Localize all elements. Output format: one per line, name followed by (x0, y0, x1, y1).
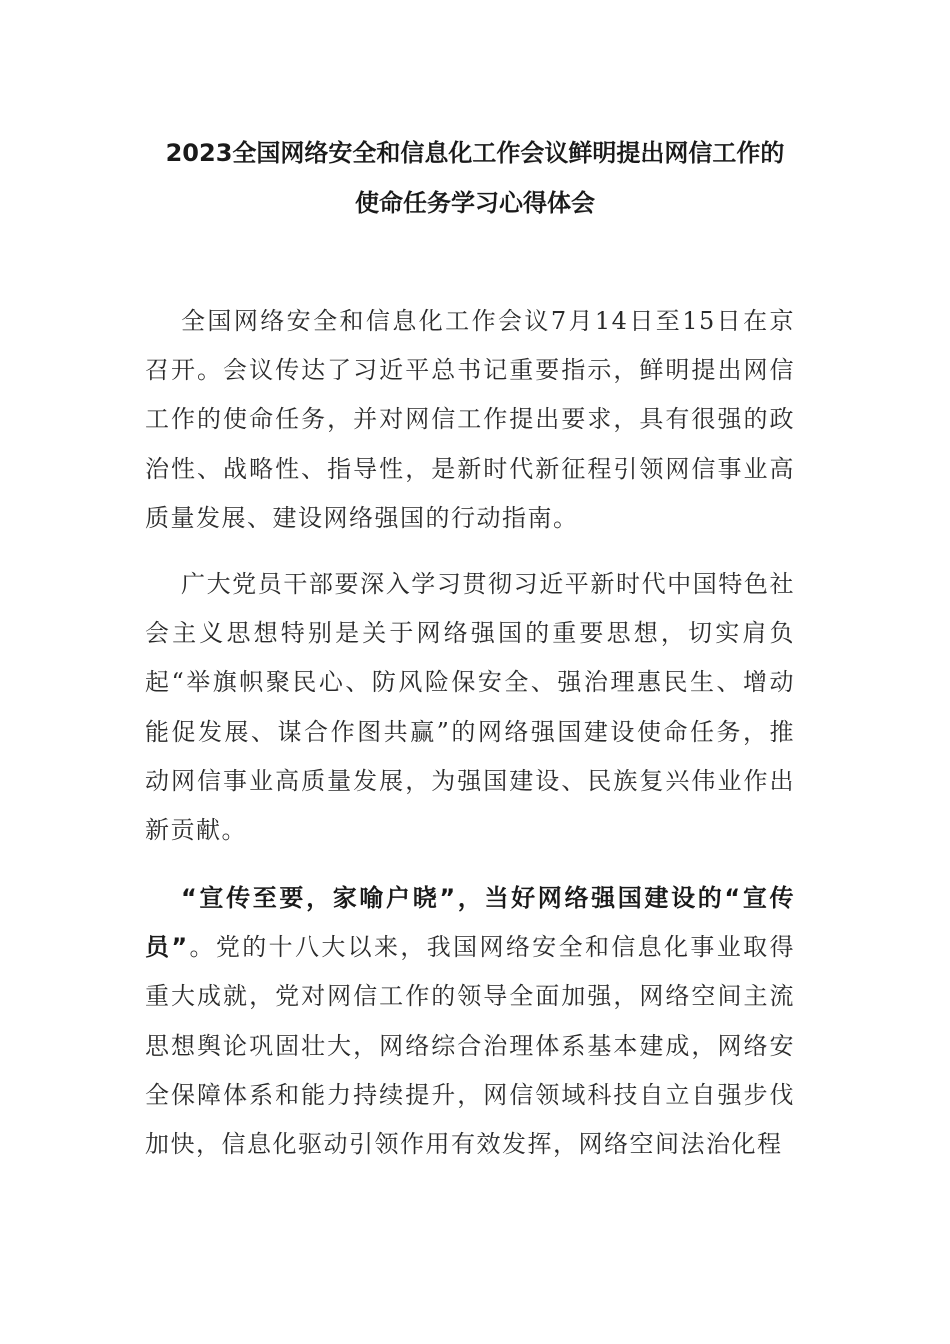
paragraph-propaganda-body: 。党的十八大以来，我国网络安全和信息化事业取得重大成就，党对网信工作的领导全面加强，网络空间主流思想舆论巩固壮大，网络综合治理体系基本建成，网络安全保障体系和能力持续提升，网信领域科技自立自强步伐加快，信息化驱动引领作用有效发挥，网络空间法治化程 (145, 933, 795, 1159)
paragraph-propaganda-heading: “宣传至要，家喻户晓”，当好网络强国建设的“宣传员” (145, 884, 795, 962)
document-title-line1: 2023全国网络安全和信息化工作会议鲜明提出网信工作的 (165, 139, 785, 167)
paragraph-propaganda (145, 874, 795, 1169)
document-title-line2: 使命任务学习心得体会 (355, 189, 595, 217)
paragraph-intro: 全国网络安全和信息化工作会议7月14日至15日在京召开。会议传达了习近平总书记重要指示，鲜明提出网信工作的使命任务，并对网信工作提出要求，具有很强的政治性、战略性、指导性，是新时代新征程引领网信事业高质量发展、建设网络强国的行动指南。 (145, 307, 795, 532)
paragraph-mission: 广大党员干部要深入学习贯彻习近平新时代中国特色社会主义思想特别是关于网络强国的重要思想，切实肩负起“举旗帜聚民心、防风险保安全、强治理惠民生、增动能促发展、谋合作图共赢”的网络强国建设使命任务，推动网信事业高质量发展，为强国建设、民族复兴伟业作出新贡献。 (145, 570, 795, 845)
